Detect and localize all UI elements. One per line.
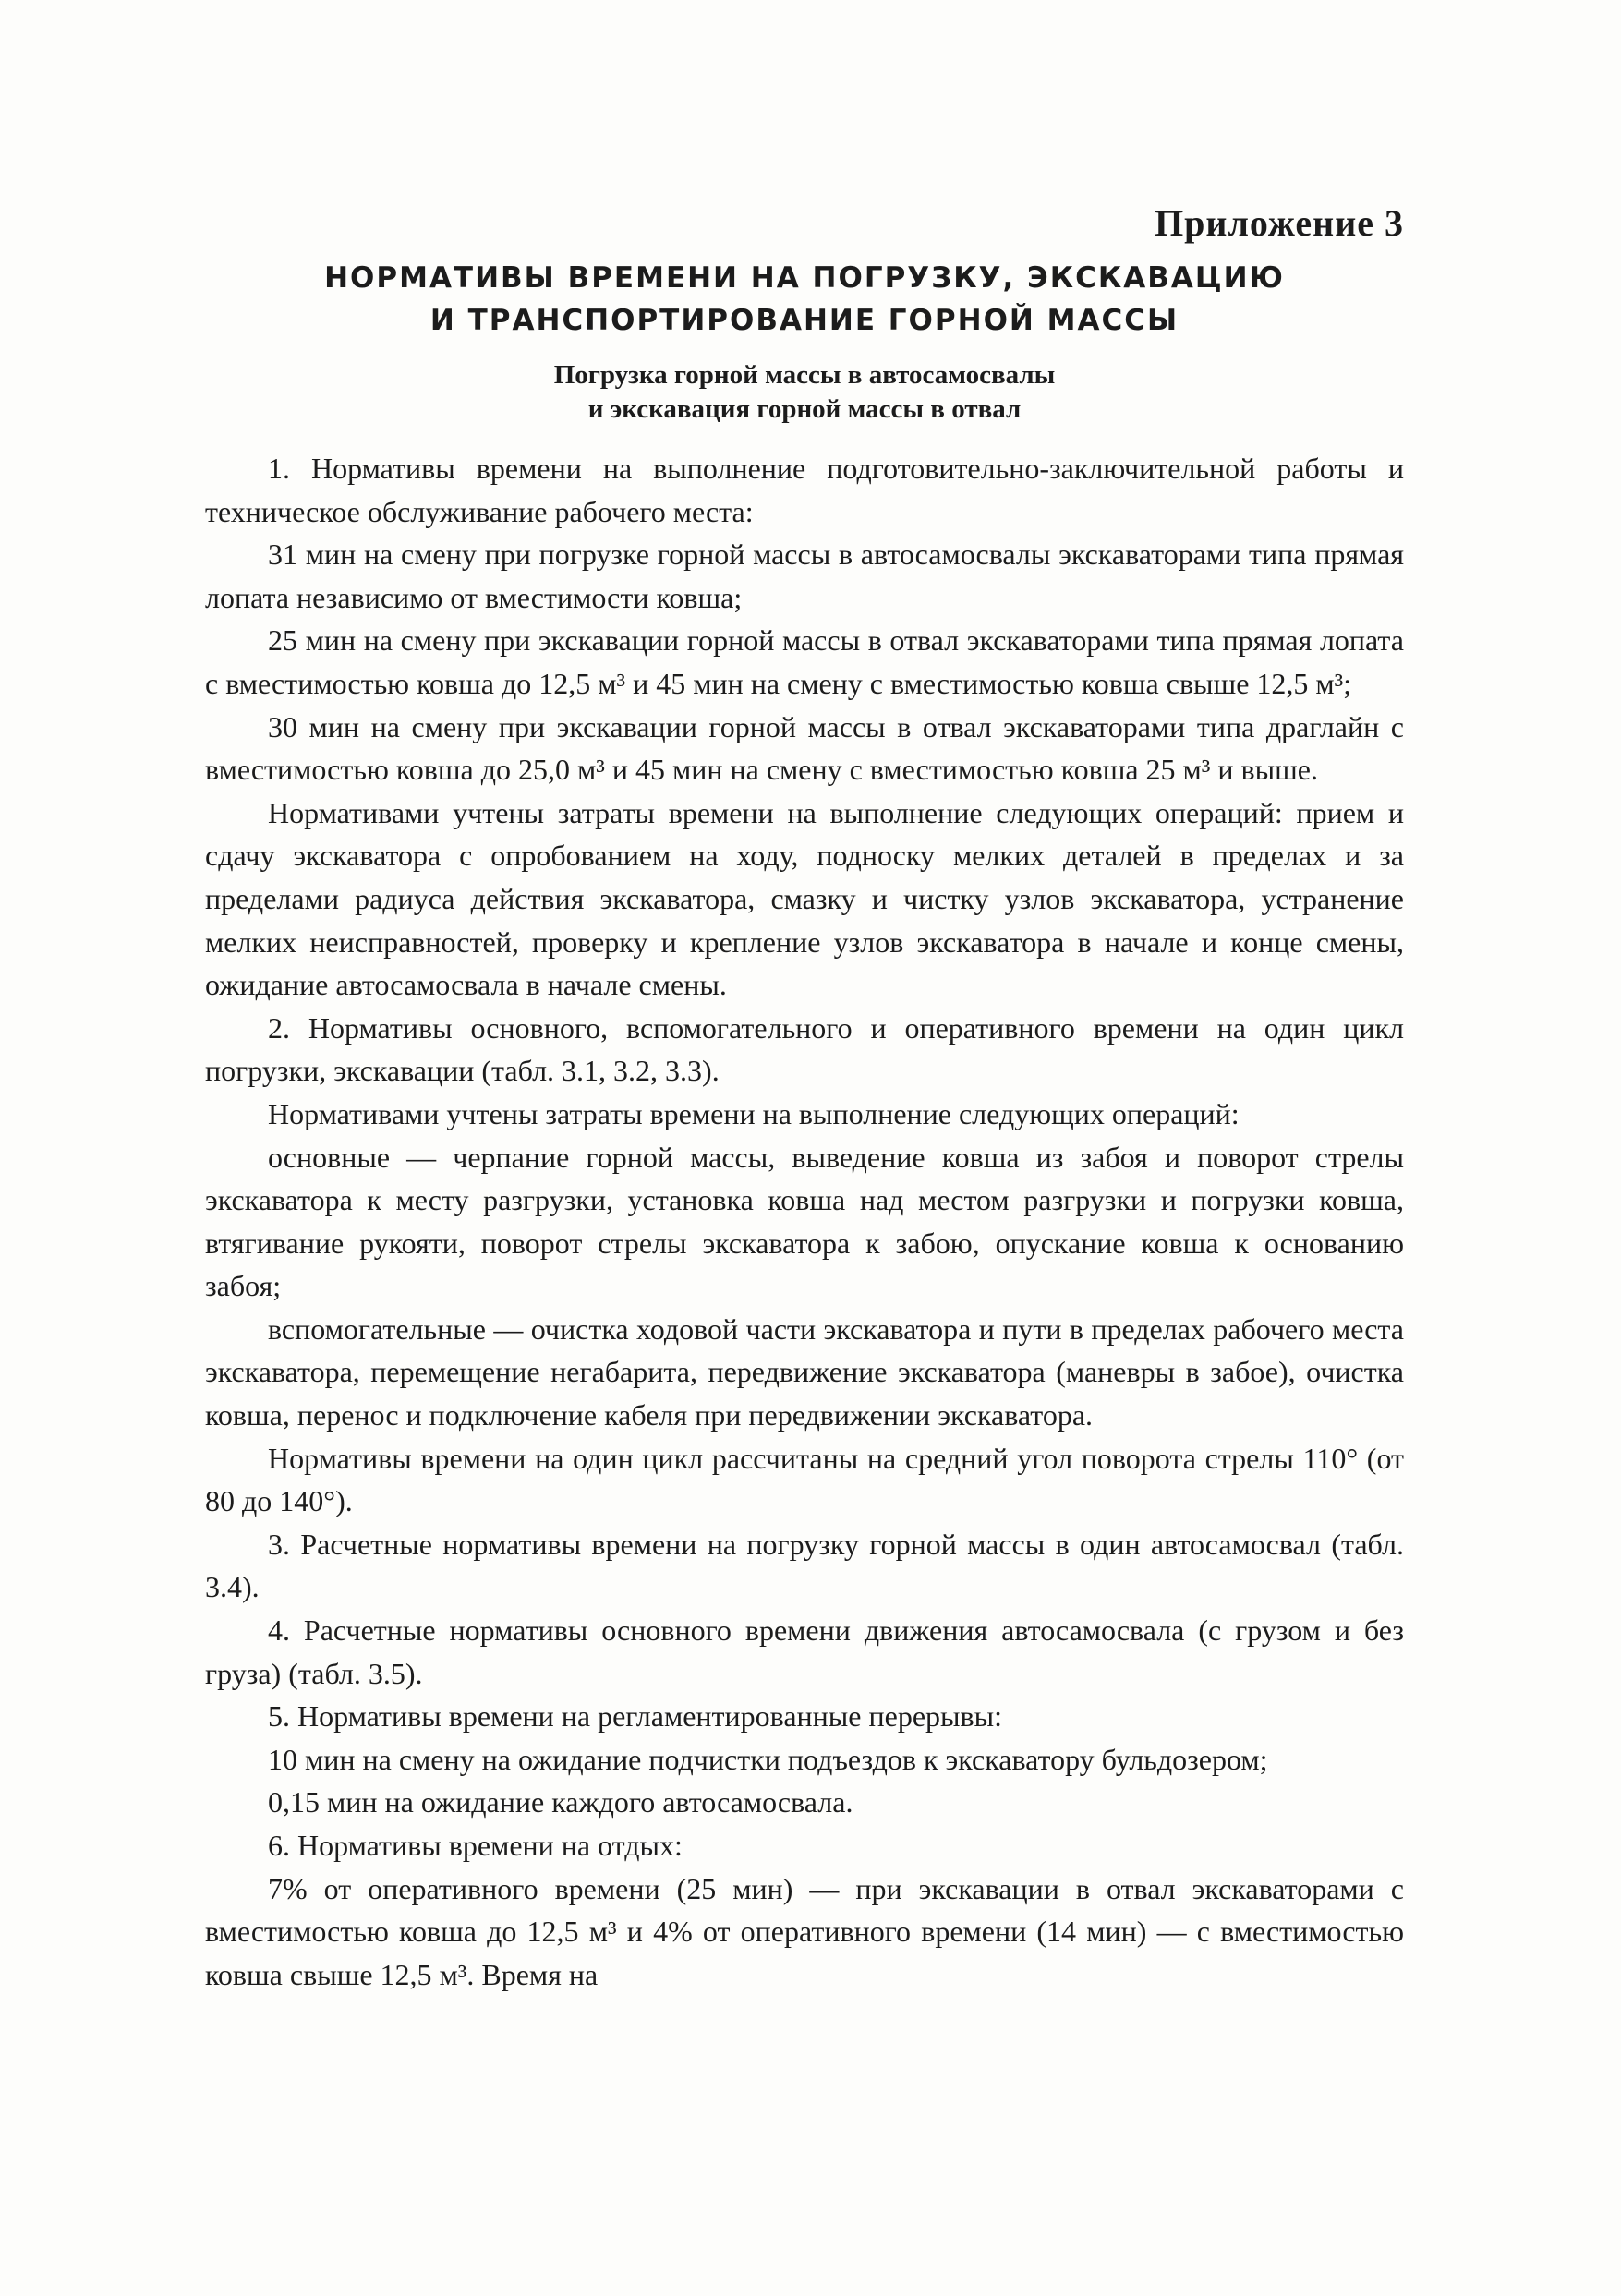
paragraph: основные — черпание горной массы, выведение ковша из забоя и поворот стрелы экскаватора к месту разгрузки, установка ковша над местом разгрузки и погрузки ковша, втягивание рукояти, поворот стрелы экскаватора к забою, опускание ковша к основанию забоя;: [205, 1140, 1404, 1303]
subtitle-line: Погрузка горной массы в автосамосвалы: [553, 360, 1056, 390]
paragraph: 0,15 мин на ожидание каждого автосамосвала.: [268, 1785, 853, 1819]
document-body: [205, 447, 1404, 1996]
title-line: И ТРАНСПОРТИРОВАНИЕ ГОРНОЙ МАССЫ: [429, 304, 1179, 337]
paragraph: 2. Нормативы основного, вспомогательного и оперативного времени на один цикл погрузки, экскавации (табл. 3.1, 3.2, 3.3).: [205, 1010, 1404, 1088]
paragraph: 1. Нормативы времени на выполнение подготовительно-заключительной работы и техническое обслуживание рабочего места:: [205, 452, 1404, 528]
paragraph: 30 мин на смену при экскавации горной массы в отвал экскаваторами типа драглайн с вместимостью ковша до 25,0 м³ и 45 мин на смену с вместимостью ковша 25 м³ и выше.: [205, 709, 1404, 787]
paragraph: 10 мин на смену на ожидание подчистки подъездов к экскаватору бульдозером;: [268, 1742, 1268, 1776]
paragraph: 4. Расчетные нормативы основного времени движения автосамосвала (с грузом и без груза) (табл. 3.5).: [205, 1613, 1404, 1690]
paragraph: 31 мин на смену при погрузке горной массы в автосамосвалы экскаваторами типа прямая лопата независимо от вместимости ковша;: [205, 538, 1404, 614]
page-content: [205, 196, 1404, 1996]
paragraph: 5. Нормативы времени на регламентированные перерывы:: [268, 1699, 1003, 1734]
paragraph: 6. Нормативы времени на отдых:: [268, 1829, 683, 1862]
paragraph: Нормативами учтены затраты времени на выполнение следующих операций: прием и сдачу экскаватора с опробованием на ходу, подноску мелких деталей в пределах и за пределами радиуса действия экскаватора, смазку и чистку узлов экскаватора, устранение мелких неисправностей, проверку и крепление узлов экскаватора в начале и конце смены, ожидание автосамосвала в начале смены.: [205, 795, 1404, 1002]
paragraph: 3. Расчетные нормативы времени на погрузку горной массы в один автосамосвал (табл. 3.4).: [205, 1527, 1404, 1604]
paragraph: вспомогательные — очистка ходовой части экскаватора и пути в пределах рабочего места экскаватора, перемещение негабарита, передвижение экскаватора (маневры в забое), очистка ковша, перенос и подключение кабеля при передвижении экскаватора.: [205, 1311, 1404, 1432]
subtitle-line: и экскавация горной массы в отвал: [587, 394, 1022, 424]
title-line: НОРМАТИВЫ ВРЕМЕНИ НА ПОГРУЗКУ, ЭКСКАВАЦИЮ: [324, 261, 1285, 295]
appendix-label: Приложение 3: [1155, 202, 1404, 244]
paragraph: 25 мин на смену при экскавации горной массы в отвал экскаваторами типа прямая лопата с вместимостью ковша до 12,5 м³ и 45 мин на смену с вместимостью ковша свыше 12,5 м³;: [205, 623, 1404, 700]
document-title: [205, 257, 1404, 342]
paragraph: 7% от оперативного времени (25 мин) — при экскавации в отвал экскаваторами с вместимостью ковша до 12,5 м³ и 4% от оперативного времени (14 мин) — с вместимостью ковша свыше 12,5 м³. Время на: [205, 1871, 1404, 1991]
paragraph: Нормативами учтены затраты времени на выполнение следующих операций:: [268, 1096, 1240, 1130]
paragraph: Нормативы времени на один цикл рассчитаны на средний угол поворота стрелы 110° (от 80 до 140°).: [205, 1441, 1404, 1518]
section-subtitle: [205, 358, 1404, 427]
